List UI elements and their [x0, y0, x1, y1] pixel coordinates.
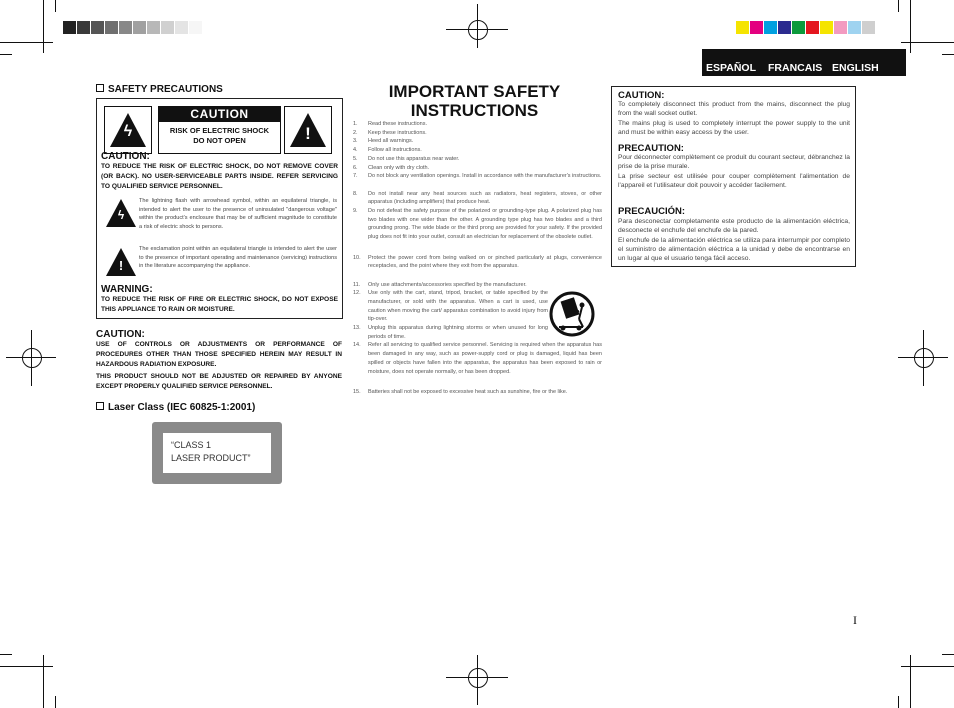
- grayscale-swatch: [147, 21, 161, 34]
- exclamation-small-icon: !: [106, 248, 136, 276]
- instruction-number: 12.: [353, 290, 361, 297]
- instruction-number: 14.: [353, 342, 361, 349]
- caution-banner: [158, 106, 281, 154]
- grayscale-swatch: [133, 21, 147, 34]
- instruction-text: Read these instructions.: [368, 121, 428, 127]
- instruction-text: Do not install near any heat sources such as radiators, heat registers, stoves, or other apparatus (including amplifiers) that produce heat.: [368, 190, 602, 206]
- precaution-fr-heading: PRECAUTION:: [618, 143, 684, 154]
- grayscale-swatch: [105, 21, 119, 34]
- lightning-flash-description: The lightning flash with arrowhead symbol, within an equilateral triangle, is intended to alert the user to the presence of uninsulated "dangerous voltage" within the product's enclosure that may be of sufficient magnitude to constitute a risk of electric shock to persons.: [139, 198, 337, 230]
- cmyk-swatch: [778, 21, 792, 34]
- instruction-number: 4.: [353, 147, 358, 154]
- warning-heading: WARNING:: [101, 284, 153, 295]
- instruction-text: Do not defeat the safety purpose of the polarized or grounding-type plug. A polarized plug has two blades with one wider than the other. A grounding type plug has two blades and a third grounding prong. The wide blade or the third prong are provided for your safety. If the provided plug does not fit into your outlet, consult an electrician for replacement of the obsolete outlet.: [368, 208, 602, 241]
- instruction-number: 5.: [353, 155, 358, 162]
- caution-en-heading: CAUTION:: [618, 90, 665, 101]
- precaution-fr-text1: Pour déconnecter complètement ce produit du courant secteur, débranchez la prise de la prise murale.: [618, 154, 850, 170]
- cmyk-swatch: [862, 21, 876, 34]
- language-fr: FRANCAIS: [768, 62, 823, 74]
- language-en: ENGLISH: [832, 62, 879, 74]
- laser-product-label: [152, 422, 282, 484]
- caution-service-text: THIS PRODUCT SHOULD NOT BE ADJUSTED OR REPAIRED BY ANYONE EXCEPT PROPERLY QUALIFIED SERVICE PERSONNEL.: [96, 373, 342, 390]
- grayscale-swatch: [63, 21, 77, 34]
- caution-banner-line1: RISK OF ELECTRIC SHOCK: [169, 126, 270, 135]
- grayscale-swatch: [77, 21, 91, 34]
- instruction-text: Protect the power cord from being walked on or pinched particularly at plugs, convenience receptacles, and the point where they exit from the apparatus.: [368, 254, 602, 270]
- instruction-text: Refer all servicing to qualified service personnel. Servicing is required when the apparatus has been damaged in any way, such as power-supply cord or plug is damaged, liquid has been spilled or objects have fallen into the apparatus, the apparatus has been exposed to rain or moisture, does not operate normally, or has been dropped.: [368, 342, 602, 375]
- page-number: I: [853, 613, 857, 627]
- checkbox-square-icon: [96, 402, 104, 410]
- laser-label-inner: [163, 433, 271, 473]
- grayscale-swatch: [91, 21, 105, 34]
- grayscale-swatch: [189, 21, 203, 34]
- cmyk-swatch: [764, 21, 778, 34]
- instruction-number: 6.: [353, 164, 358, 171]
- checkbox-square-icon: [96, 84, 104, 92]
- cart-tip-over-warning-icon: [549, 291, 595, 337]
- caution-en-text2: The mains plug is used to completely interrupt the power supply to the unit and must be within easy access by the user.: [618, 120, 850, 136]
- instruction-number: 10.: [353, 254, 361, 261]
- title-line1: IMPORTANT SAFETY: [388, 82, 561, 101]
- instruction-number: 9.: [353, 208, 358, 214]
- cmyk-swatch: [848, 21, 862, 34]
- caution-heading: CAUTION:: [101, 151, 150, 162]
- caution-text: TO REDUCE THE RISK OF ELECTRIC SHOCK, DO NOT REMOVE COVER (OR BACK). NO USER-SERVICEABLE PARTS INSIDE. REFER SERVICING TO QUALIFIED SERVICE PERSONNEL.: [101, 163, 338, 190]
- precaucion-es-heading: PRECAUCIÓN:: [618, 206, 686, 217]
- language-es: ESPAÑOL: [706, 62, 756, 74]
- language-bar: [702, 49, 906, 76]
- caution-en-text1: To completely disconnect this product from the mains, disconnect the plug from the wall socket outlet.: [618, 101, 850, 117]
- instruction-text: Heed all warnings.: [368, 138, 414, 145]
- grayscale-color-bar: [63, 21, 203, 34]
- safety-precautions-box: [96, 98, 343, 319]
- cmyk-swatch: [736, 21, 750, 34]
- caution-radiation-text: USE OF CONTROLS OR ADJUSTMENTS OR PERFORMANCE OF PROCEDURES OTHER THAN THOSE SPECIFIED HEREIN MAY RESULT IN HAZARDOUS RADIATION EXPOSURE.: [96, 341, 342, 368]
- cmyk-color-bar: [736, 21, 876, 34]
- grayscale-swatch: [161, 21, 175, 34]
- instruction-number: 2.: [353, 129, 358, 136]
- instruction-number: 13.: [353, 325, 361, 331]
- instruction-text: Unplug this apparatus during lightning storms or when unused for long periods of time.: [368, 325, 548, 340]
- caution-banner-line2: DO NOT OPEN: [193, 136, 246, 145]
- grayscale-swatch: [175, 21, 189, 34]
- lightning-warning-icon: ϟ: [104, 106, 152, 154]
- laser-label-line1: “CLASS 1: [171, 440, 212, 450]
- instruction-text: Clean only with dry cloth.: [368, 164, 430, 171]
- cmyk-swatch: [834, 21, 848, 34]
- instruction-text: Batteries shall not be exposed to excessive heat such as sunshine, fire or the like.: [368, 388, 568, 395]
- instruction-number: 1.: [353, 121, 358, 127]
- mains-caution-box: [611, 86, 856, 267]
- instruction-text: Do not use this apparatus near water.: [368, 155, 460, 162]
- cmyk-swatch: [750, 21, 764, 34]
- cmyk-swatch: [792, 21, 806, 34]
- laser-label-line2: LASER PRODUCT”: [171, 453, 251, 463]
- caution-radiation-heading: CAUTION:: [96, 329, 145, 340]
- lightning-small-icon: ϟ: [106, 199, 136, 227]
- cmyk-swatch: [820, 21, 834, 34]
- instruction-number: 7.: [353, 173, 358, 180]
- instruction-text: Use only with the cart, stand, tripod, bracket, or table specified by the manufacturer, or sold with the apparatus. When a cart is used, use caution when moving the cart/ apparatus combination to avoid injury from tip-over.: [368, 290, 548, 323]
- instruction-number: 8.: [353, 190, 358, 197]
- exclamation-warning-icon: !: [284, 106, 332, 154]
- warning-text: TO REDUCE THE RISK OF FIRE OR ELECTRIC SHOCK, DO NOT EXPOSE THIS APPLIANCE TO RAIN OR MOISTURE.: [101, 296, 338, 313]
- precaution-fr-text2: La prise secteur est utilisée pour couper complètement l'alimentation de l'appareil et l'utilisateur doit pouvoir y accéder facilement.: [618, 173, 850, 189]
- instruction-text: Keep these instructions.: [368, 129, 427, 136]
- instruction-number: 15.: [353, 388, 361, 395]
- precaucion-es-text1: Para desconectar completamente este producto de la alimentación eléctrica, desconecte el enchufe del enchufe de la pared.: [618, 218, 850, 234]
- caution-banner-title: CAUTION: [159, 107, 280, 122]
- laser-class-heading: Laser Class (IEC 60825-1:2001): [96, 402, 255, 413]
- page-title: [353, 82, 596, 120]
- title-line2: INSTRUCTIONS: [410, 101, 539, 120]
- safety-precautions-heading: SAFETY PRECAUTIONS: [96, 84, 223, 95]
- exclamation-description: The exclamation point within an equilateral triangle is intended to alert the user to the presence of important operating and maintenance (servicing) instructions in the literature accompanying the appliance.: [139, 246, 337, 269]
- cmyk-swatch: [806, 21, 820, 34]
- instruction-text: Follow all instructions.: [368, 147, 422, 154]
- instruction-text: Only use attachments/accessories specified by the manufacturer.: [368, 281, 527, 288]
- instruction-text: Do not block any ventilation openings. Install in accordance with the manufacturer's instructions.: [368, 173, 602, 180]
- precaucion-es-text2: El enchufe de la alimentación eléctrica se utiliza para interrumpir por completo el suministro de alimentación eléctrica a la unidad y debe de encontrarse en un lugar al que el usuario tenga fácil acceso.: [618, 237, 850, 262]
- instruction-number: 3.: [353, 138, 358, 145]
- grayscale-swatch: [119, 21, 133, 34]
- instruction-number: 11.: [353, 281, 361, 288]
